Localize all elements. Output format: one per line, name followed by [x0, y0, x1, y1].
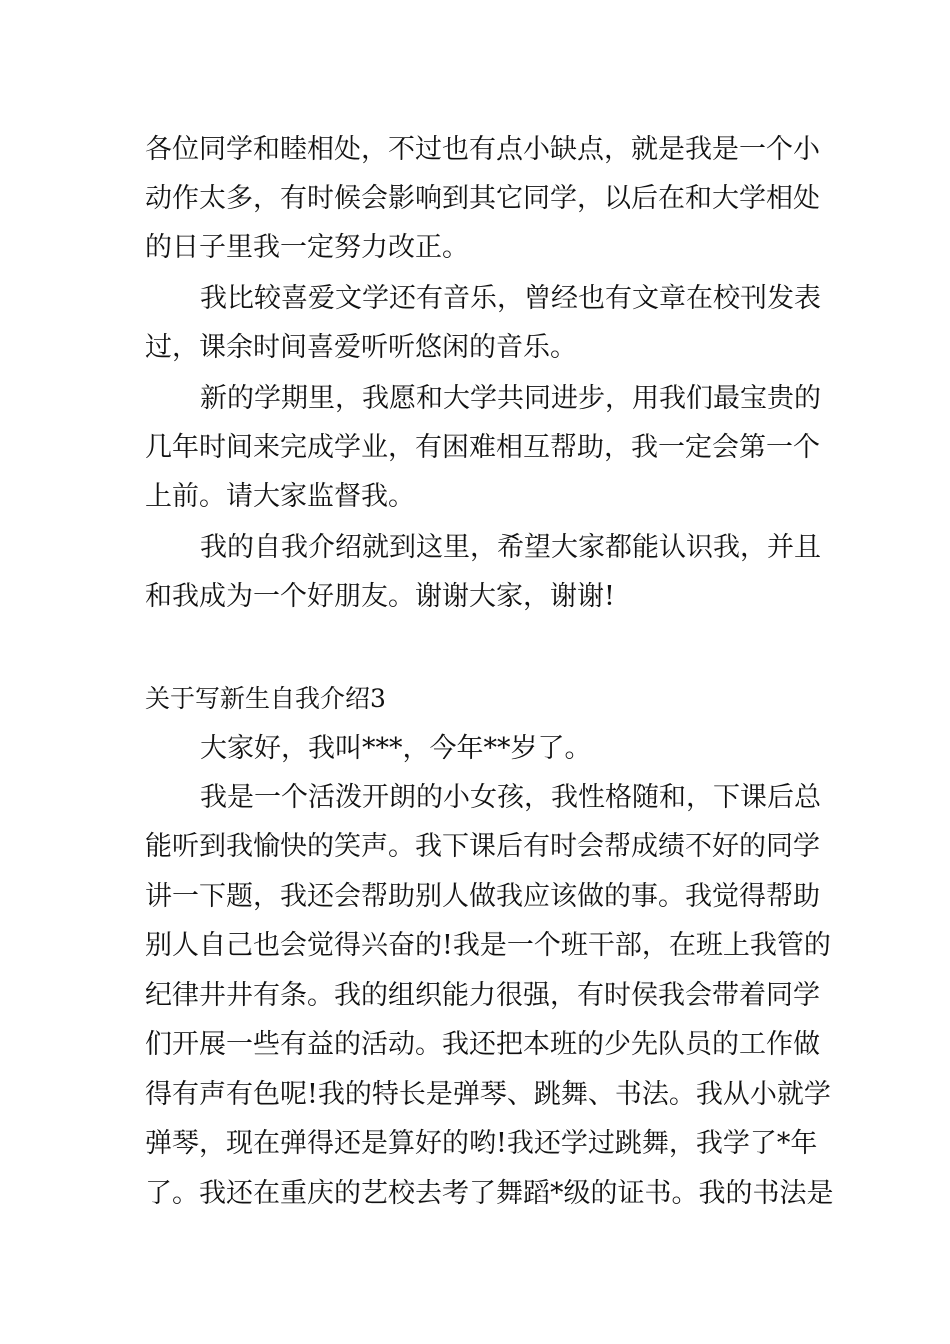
- text-line: 得有声有色呢!我的特长是弹琴、跳舞、书法。我从小就学: [145, 1079, 831, 1110]
- text-line: 别人自己也会觉得兴奋的!我是一个班干部，在班上我管的: [145, 930, 831, 961]
- text-line: 们开展一些有益的活动。我还把本班的少先队员的工作做: [145, 1029, 820, 1060]
- text-line: 和我成为一个好朋友。谢谢大家，谢谢!: [145, 581, 615, 612]
- text-line: 新的学期里，我愿和大学共同进步，用我们最宝贵的: [200, 383, 821, 414]
- text-line: 弹琴，现在弹得还是算好的哟!我还学过跳舞，我学了*年: [145, 1128, 818, 1159]
- text-line: 了。我还在重庆的艺校去考了舞蹈*级的证书。我的书法是: [145, 1178, 834, 1209]
- text-line: 的日子里我一定努力改正。: [145, 232, 469, 263]
- section-heading: 关于写新生自我介绍3: [145, 684, 386, 713]
- text-line: 我是一个活泼开朗的小女孩，我性格随和，下课后总: [200, 782, 821, 813]
- text-line: 上前。请大家监督我。: [145, 481, 415, 512]
- text-line: 过，课余时间喜爱听听悠闲的音乐。: [145, 332, 577, 363]
- text-line: 能听到我愉快的笑声。我下课后有时会帮成绩不好的同学: [145, 831, 820, 862]
- text-line: 动作太多，有时候会影响到其它同学，以后在和大学相处: [145, 183, 820, 214]
- text-line: 大家好，我叫***，今年**岁了。: [200, 733, 592, 764]
- text-line: 讲一下题，我还会帮助别人做我应该做的事。我觉得帮助: [145, 881, 820, 912]
- text-line: 我比较喜爱文学还有音乐，曾经也有文章在校刊发表: [200, 283, 821, 314]
- text-line: 纪律井井有条。我的组织能力很强，有时侯我会带着同学: [145, 980, 820, 1011]
- text-line: 几年时间来完成学业，有困难相互帮助，我一定会第一个: [145, 432, 820, 463]
- text-line: 我的自我介绍就到这里，希望大家都能认识我，并且: [200, 532, 821, 563]
- text-line: 各位同学和睦相处，不过也有点小缺点，就是我是一个小: [145, 134, 820, 165]
